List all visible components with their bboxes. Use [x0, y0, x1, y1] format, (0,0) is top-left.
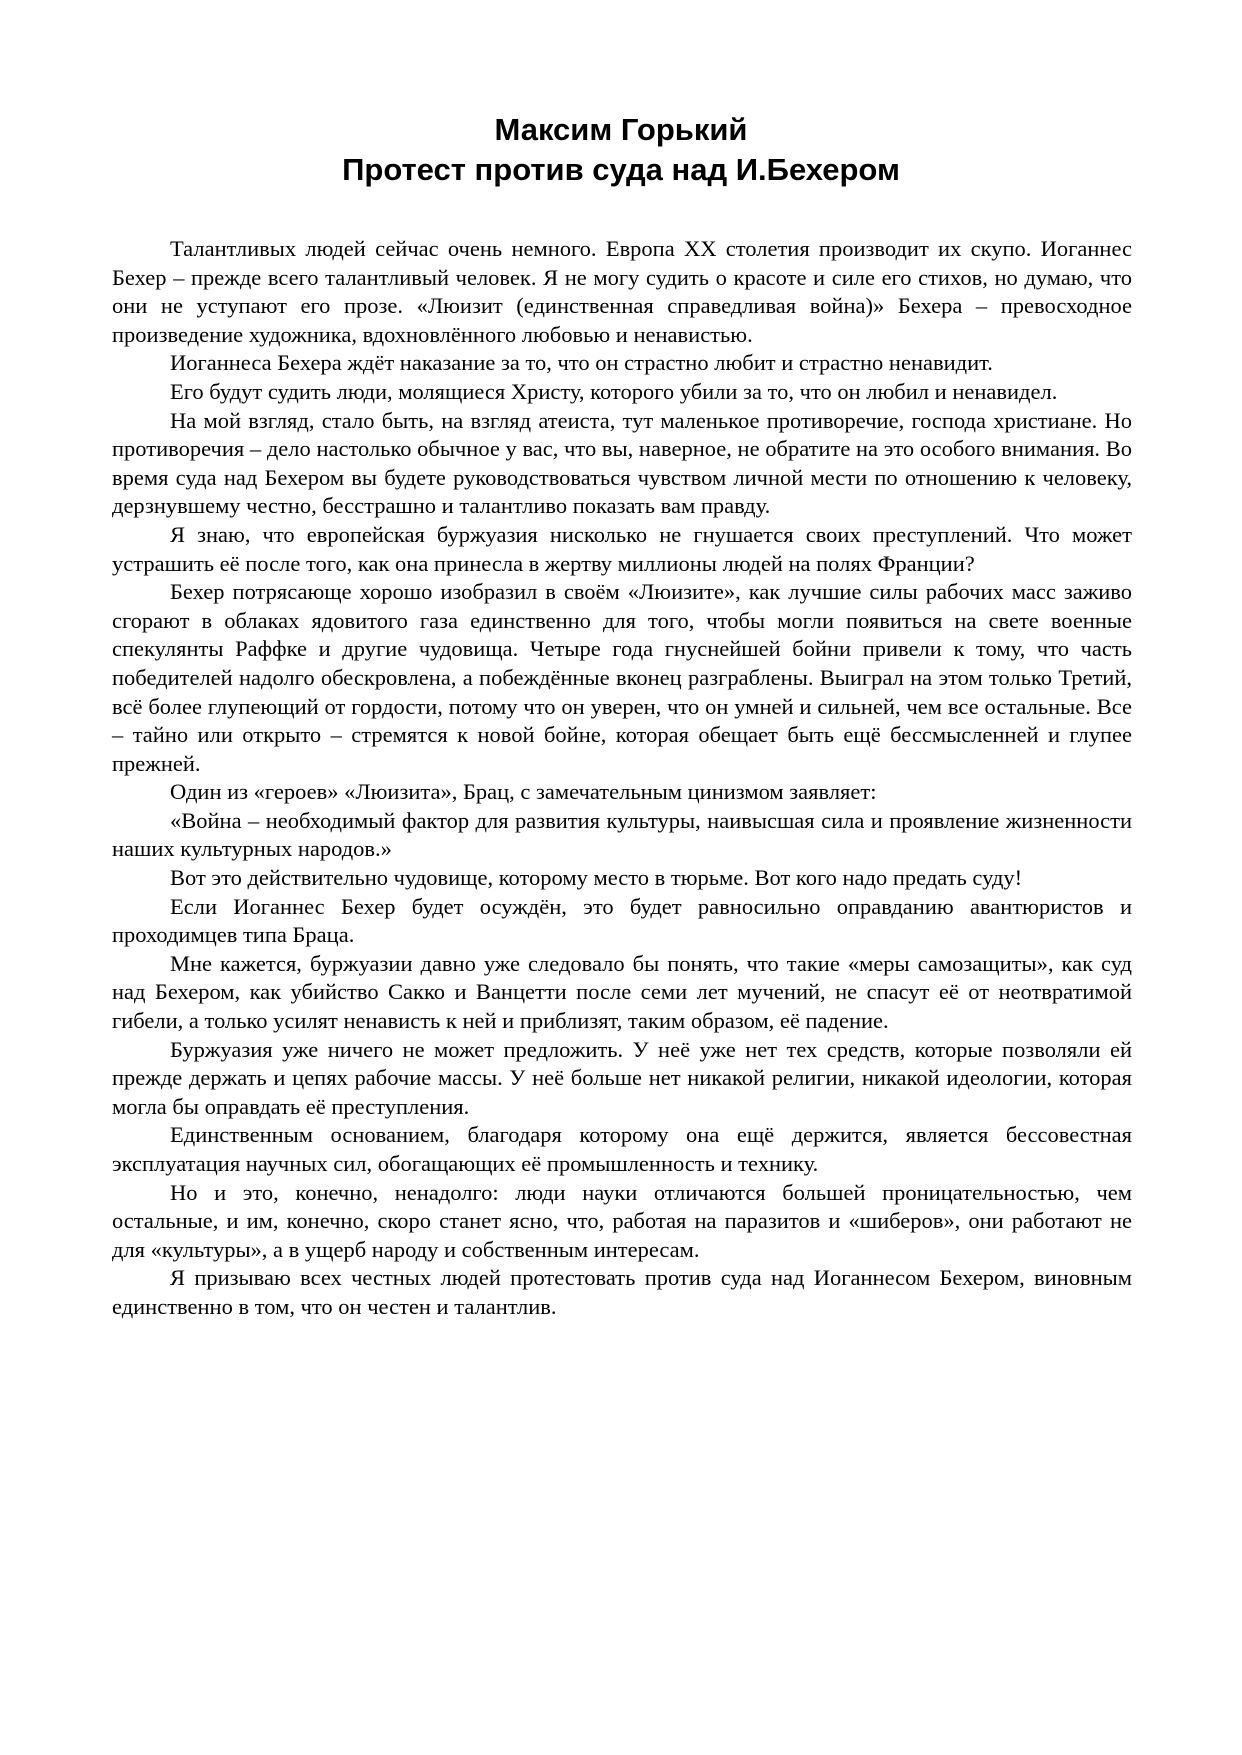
paragraph: Один из «героев» «Люизита», Брац, с замечательным цинизмом заявляет: [170, 779, 877, 805]
paragraph: Бехер потрясающе хорошо изобразил в своём «Люизите», как лучшие силы рабочих масс заживо сгорают в облаках ядовитого газа единственно для того, чтобы могли появиться на свете военные спекулянты Раффке и другие чудовища. Четыре года гнуснейшей бойни привели к тому, что часть победителей надолго обескровлена, а побеждённые вконец разграблены. Выиграл на этом только Третий, всё более глупеющий от гордости, потому что он уверен, что он умней и сильней, чем все остальные. Все – тайно или открыто – стремятся к новой бойне, которая обещает быть ещё бессмысленней и глупее прежней. [112, 579, 1132, 776]
paragraph: Единственным основанием, благодаря которому она ещё держится, является бессовестная эксплуатация научных сил, обогащающих её промышленность и технику. [112, 1122, 1132, 1176]
paragraph: Я призываю всех честных людей протестовать против суда над Иоганнесом Бехером, виновным единственно в том, что он честен и талантлив. [112, 1265, 1132, 1319]
paragraph: На мой взгляд, стало быть, на взгляд атеиста, тут маленькое противоречие, господа христиане. Но противоречия – дело настолько обычное у вас, что вы, наверное, не обратите на это особого внимания. Во время суда над Бехером вы будете руководствоваться чувством личной мести по отношению к человеку, дерзнувшему честно, бесстрашно и талантливо показать вам правду. [112, 407, 1132, 519]
paragraph: Талантливых людей сейчас очень немного. Европа XX столетия производит их скупо. Иоганнес Бехер – прежде всего талантливый человек. Я не могу судить о красоте и силе его стихов, но думаю, что они не уступают его прозе. «Люизит (единственная справедливая война)» Бехера – превосходное произведение художника, вдохновлённого любовью и ненавистью. [112, 236, 1132, 347]
title-block [0, 110, 1242, 190]
paragraph: «Война – необходимый фактор для развития культуры, наивысшая сила и проявление жизненности наших культурных народов.» [112, 807, 1132, 862]
paragraph: Если Иоганнес Бехер будет осуждён, это будет равносильно оправданию авантюристов и проходимцев типа Браца. [112, 893, 1132, 948]
document-title: Протест против суда над И.Бехером [342, 152, 900, 187]
paragraph: Иоганнеса Бехера ждёт наказание за то, что он страстно любит и страстно ненавидит. [170, 350, 993, 376]
paragraph: Мне кажется, буржуазии давно уже следовало бы понять, что такие «меры самозащиты», как суд над Бехером, как убийство Сакко и Ванцетти после семи лет мучений, не спасут её от неотвратимой гибели, а только усилят ненависть к ней и приблизят, таким образом, её падение. [112, 950, 1132, 1034]
paragraph: Но и это, конечно, ненадолго: люди науки отличаются большей проницательностью, чем остальные, и им, конечно, скоро станет ясно, что, работая на паразитов и «шиберов», они работают не для «культуры», а в ущерб народу и собственным интересам. [112, 1179, 1132, 1262]
paragraph: Его будут судить люди, молящиеся Христу, которого убили за то, что он любил и ненавидел. [170, 378, 1058, 404]
paragraph: Вот это действительно чудовище, которому место в тюрьме. Вот кого надо предать суду! [170, 865, 1023, 891]
paragraph: Буржуазия уже ничего не может предложить. У неё уже нет тех средств, которые позволяли ей прежде держать и цепях рабочие массы. У неё больше нет никакой религии, никакой идеологии, которая могла бы оправдать её преступления. [112, 1036, 1132, 1119]
author-name: Максим Горький [494, 112, 748, 147]
body-text [112, 235, 1132, 1322]
paragraph: Я знаю, что европейская буржуазия нисколько не гнушается своих преступлений. Что может устрашить её после того, как она принесла в жертву миллионы людей на полях Франции? [112, 521, 1132, 576]
